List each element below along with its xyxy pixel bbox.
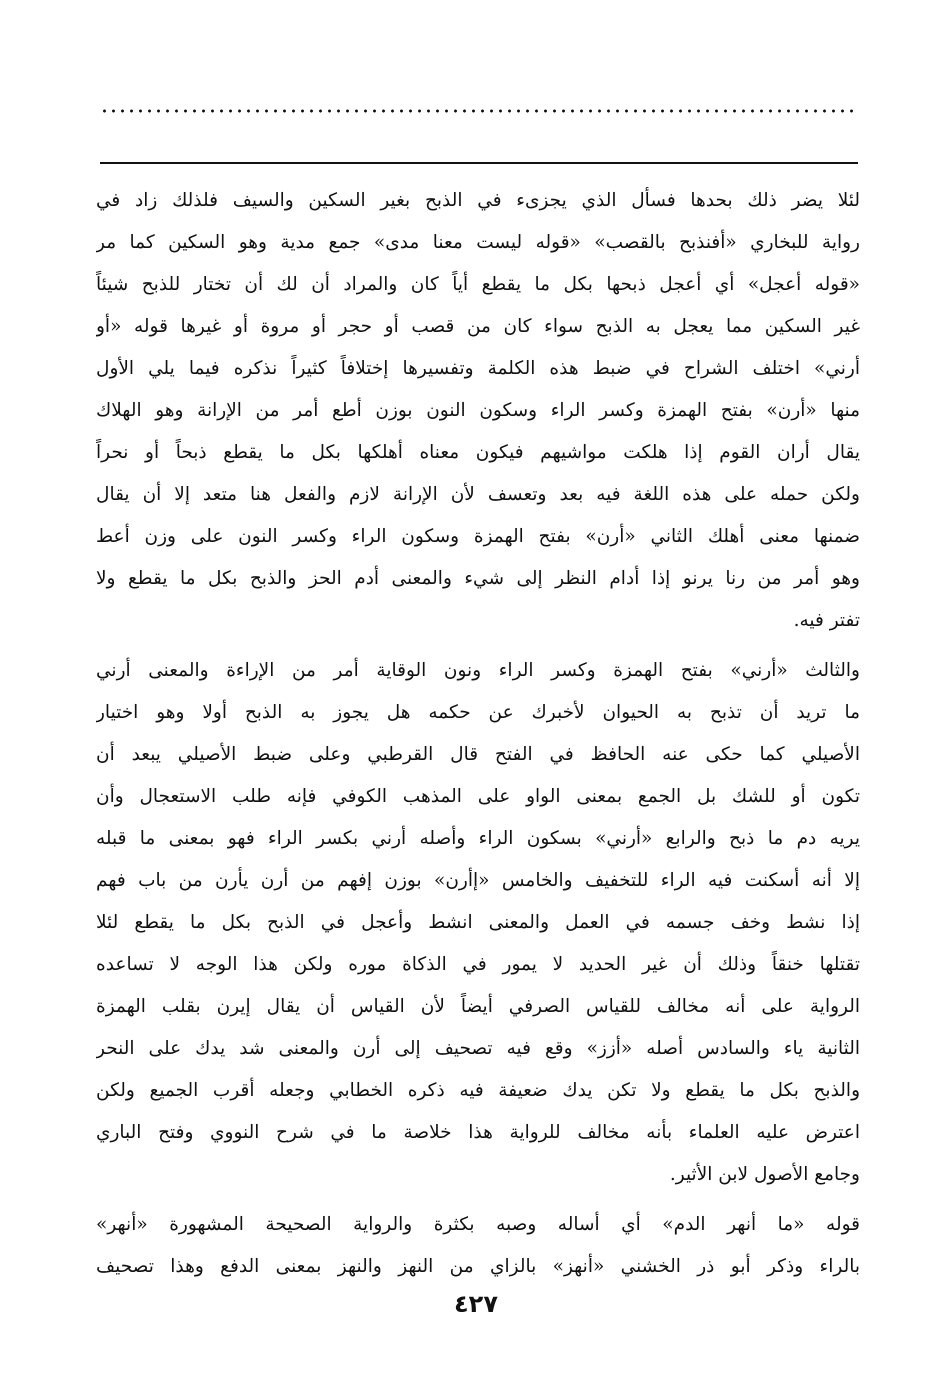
text-line: تفتر فيه. bbox=[793, 610, 860, 631]
text-line: أرني» اختلف الشراح في ضبط هذه الكلمة وتفسيرها إختلافاً كثيراً نذكره فيما يلي الأول bbox=[96, 358, 860, 379]
page-number: ٤٢٧ bbox=[454, 1290, 498, 1318]
text-line: بالراء وذكر أبو ذر الخشني «أنهز» بالزاي من النهز والنهز بمعنى الدفع وهذا تصحيف bbox=[96, 1256, 860, 1277]
text-line: منها «أرن» بفتح الهمزة وكسر الراء وسكون النون بوزن أطع أمر من الإرانة وهو الهلاك bbox=[96, 400, 860, 421]
text-line: تكون أو للشك بل الجمع بمعنى الواو على المذهب الكوفي فإنه طلب الاستعجال وأن bbox=[96, 786, 860, 807]
text-line: لئلا يضر ذلك بحدها فسأل الذي يجزىء في الذبح بغير السكين والسيف فلذلك زاد في bbox=[96, 190, 860, 211]
text-line: يريه دم ما ذبح والرابع «أرني» بسكون الراء وأصله أرني بكسر الراء فهو بمعنى ما قبله bbox=[96, 828, 860, 849]
text-line: وهو أمر من رنا يرنو إذا أدام النظر إلى شيء والمعنى أدم الحز والذبح بكل ما يقطع ولا bbox=[96, 568, 860, 589]
text-line: وجامع الأصول لابن الأثير. bbox=[669, 1164, 860, 1185]
text-line: اعترض عليه العلماء بأنه مخالف للرواية هذا خلاصة ما في شرح النووي وفتح الباري bbox=[96, 1122, 860, 1143]
header-rule bbox=[100, 162, 858, 164]
text-line: يقال أران القوم إذا هلكت مواشيهم فيكون معناه أهلكها بكل ما يقطع ذبحاً أو نحراً bbox=[96, 442, 860, 463]
text-line: رواية للبخاري «أفنذبح بالقصب» «قوله ليست معنا مدى» جمع مدية وهو السكين كما مر bbox=[96, 232, 860, 253]
text-line: الرواية على أنه مخالف للقياس الصرفي أيضاً لأن القياس أن يقال إيرن بقلب الهمزة bbox=[96, 996, 860, 1017]
paragraph-3 bbox=[96, 1204, 860, 1288]
page-body bbox=[96, 180, 860, 1288]
text-line: إذا نشط وخف جسمه في العمل والمعنى انشط وأعجل في الذبح بكل ما يقطع لئلا bbox=[96, 912, 860, 933]
text-line: غير السكين مما يعجل به الذبح سواء كان من قصب أو حجر أو مروة أو غيرها قوله «أو bbox=[96, 316, 860, 337]
paragraph-1 bbox=[96, 180, 860, 642]
text-line: قوله «ما أنهر الدم» أي أساله وصبه بكثرة والرواية الصحيحة المشهورة «أنهر» bbox=[96, 1214, 860, 1235]
text-line: إلا أنه أسكنت فيه الراء للتخفيف والخامس «إأرن» بوزن إفهم من أرن يأرن من باب فهم bbox=[96, 870, 860, 891]
text-line: والثالث «أرني» بفتح الهمزة وكسر الراء ونون الوقاية أمر من الإراءة والمعنى أرني bbox=[96, 660, 860, 681]
text-line: «قوله أعجل» أي أعجل ذبحها بكل ما يقطع أياً كان والمراد أن لك أن تختار للذبح شيئاً bbox=[96, 274, 860, 295]
dotted-separator bbox=[100, 106, 858, 116]
text-line: ما تريد أن تذبح به الحيوان لأخبرك عن حكمه هل يجوز به الذبح أولا وهو اختيار bbox=[96, 702, 860, 723]
text-line: ولكن حمله على هذه اللغة فيه بعد وتعسف لأن الإرانة لازم والفعل هنا متعد إلا أن يقال bbox=[96, 484, 860, 505]
text-line: الأصيلي كما حكى عنه الحافظ في الفتح قال القرطبي وعلى ضبط الأصيلي يبعد أن bbox=[96, 744, 860, 765]
text-line: ضمنها معنى أهلك الثاني «أرن» بفتح الهمزة وسكون الراء وكسر النون على وزن أعط bbox=[96, 526, 860, 547]
paragraph-2 bbox=[96, 650, 860, 1196]
text-line: تقتلها خنقاً وذلك أن غير الحديد لا يمور في الذكاة موره ولكن هذا الوجه لا تساعده bbox=[96, 954, 860, 975]
text-line: الثانية ياء والسادس أصله «أزز» وقع فيه تصحيف إلى أرن والمعنى شد يدك على النحر bbox=[96, 1038, 860, 1059]
text-line: والذبح بكل ما يقطع ولا تكن يدك ضعيفة فيه ذكره الخطابي وجعله أقرب الجميع ولكن bbox=[96, 1080, 860, 1101]
